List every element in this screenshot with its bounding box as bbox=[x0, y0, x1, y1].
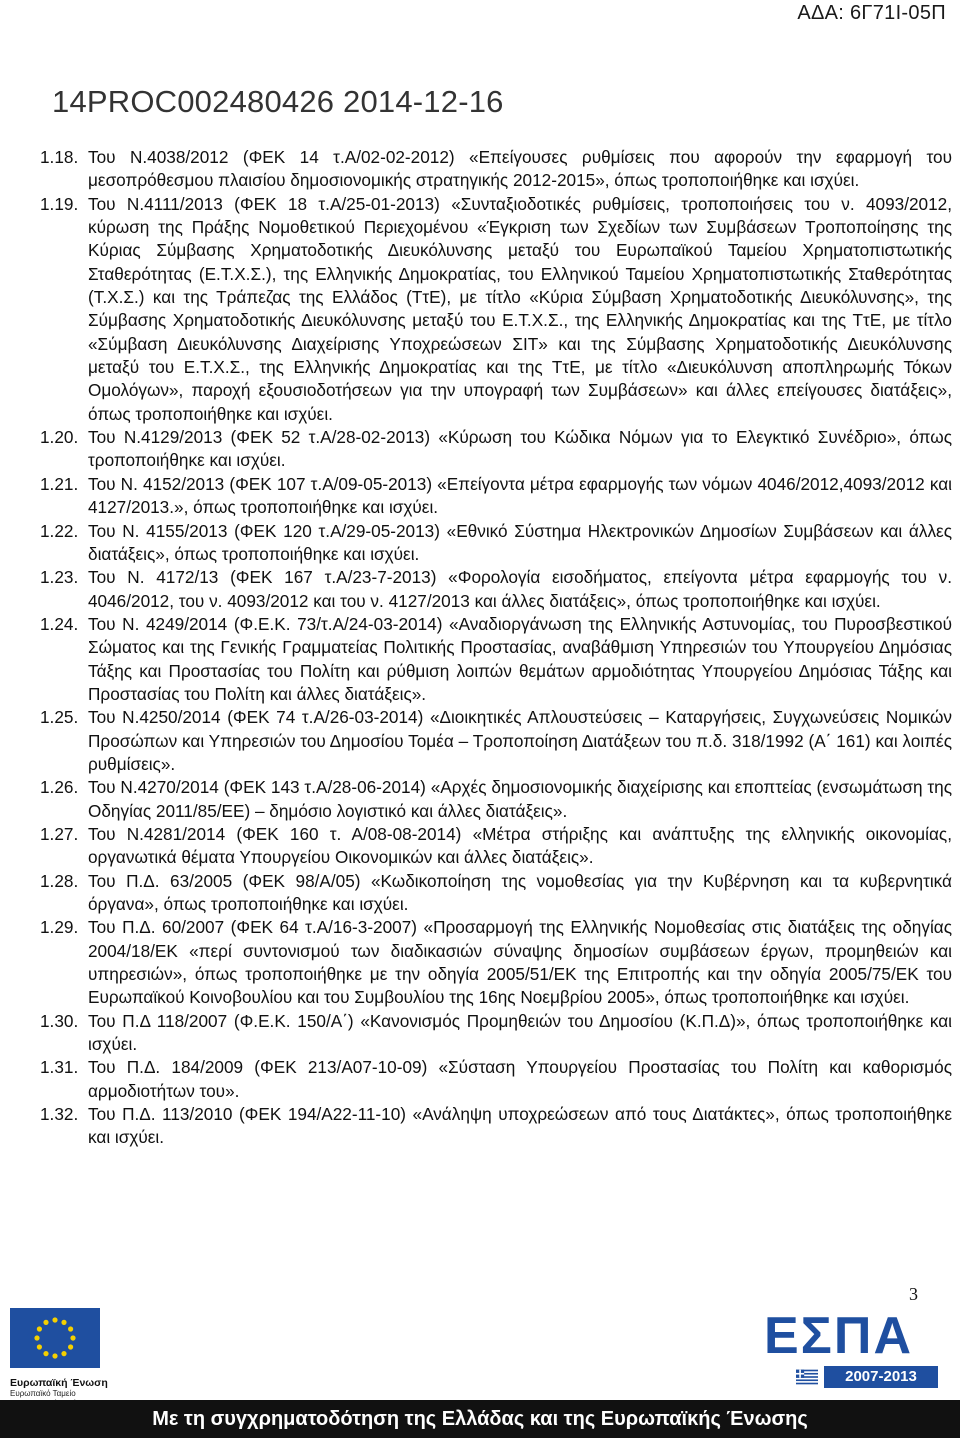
list-item bbox=[40, 1056, 952, 1103]
item-number: 1.26. bbox=[40, 777, 79, 798]
item-number: 1.21. bbox=[40, 473, 79, 494]
eu-logo bbox=[10, 1308, 108, 1408]
list-item bbox=[40, 706, 952, 776]
eu-star-icon bbox=[34, 1335, 39, 1340]
item-number: 1.20. bbox=[40, 427, 79, 448]
eu-star-icon bbox=[68, 1326, 73, 1331]
item-number: 1.18. bbox=[40, 147, 79, 167]
item-text: Του Π.Δ. 63/2005 (ΦΕΚ 98/Α/05) «Κωδικοποίηση της νομοθεσίας για την Κυβέρνηση και τα κυβερνητικά όργανα», όπως τροποποιήθηκε και ισχύει. bbox=[88, 870, 952, 914]
item-text: Του Ν. 4155/2013 (ΦΕΚ 120 τ.Α/29-05-2013) «Εθνικό Σύστημα Ηλεκτρονικών Δημοσίων Συμβάσεων και άλλες διατάξεις», όπως τροποποιήθηκε και ισχύει. bbox=[88, 520, 952, 564]
item-text: Του Π.Δ. 184/2009 (ΦΕΚ 213/Α07-10-09) «Σύσταση Υπουργείου Προστασίας του Πολίτη και καθορισμός αρμοδιοτήτων του». bbox=[88, 1057, 952, 1101]
eu-star-icon bbox=[37, 1344, 42, 1349]
eu-star-icon bbox=[68, 1344, 73, 1349]
espa-wordmark: ΕΣΠΑ bbox=[764, 1307, 913, 1365]
list-item bbox=[40, 473, 952, 520]
greek-flag-icon bbox=[796, 1368, 818, 1386]
item-number: 1.19. bbox=[40, 193, 79, 214]
eu-star-icon bbox=[43, 1320, 48, 1325]
item-text: Του Ν.4111/2013 (ΦΕΚ 18 τ.Α/25-01-2013) «Συνταξιοδοτικές ρυθμίσεις, τροποποιήσεις του ν. 4093/2012, κύρωση της Πράξης Νομοθετικού Περιεχομένου «Έγκριση των Σχεδίων των Συμβάσεων Τροποποίησης της Κύριας Σύμβασης Χρηματοδοτικής Διευκόλυνσης μεταξύ του Ευρωπαϊκού Ταμείου Χρηματοπιστωτικής Σταθερότητας (Ε.Τ.Χ.Σ.), της Ελληνικής Δημοκρατίας, του Ελληνικού Ταμείου Χρηματοπιστωτικής Σταθερότητας (Τ.Χ.Σ.) και της Τράπεζας της Ελλάδος (ΤτΕ), με τίτλο «Κύρια Σύμβαση Χρηματοδοτικής Διευκόλυνσης», της Σύμβασης Χρηματοδοτικής Διευκόλυνσης μεταξύ του Ε.Τ.Χ.Σ., της Ελληνικής Δημοκρατίας και της ΤτΕ, με τίτλο «Σύμβαση Διευκόλυνσης Διαχείρισης Υποχρεώσεων ΣΙΤ» και της Σύμβασης Χρηματοδοτικής Διευκόλυνσης μεταξύ του Ε.Τ.Χ.Σ., της Ελληνικής Δημοκρατίας και της ΤτΕ, με τίτλο «Διευκόλυνση αποπληρωμής Τόκων Ομολόγων», παροχή εξουσιοδοτήσεων για την υπογραφή των Συμβάσεων» και άλλες επείγουσες διατάξεις», όπως τροποποιήθηκε και ισχύει. bbox=[88, 193, 952, 424]
item-text: Του Ν. 4172/13 (ΦΕΚ 167 τ.Α/23-7-2013) «Φορολογία εισοδήματος, επείγοντα μέτρα εφαρμογής του ν. 4046/2012, του ν. 4093/2012 και του ν. 4127/2013 και άλλες διατάξεις», όπως τροποποιήθηκε και ισχύει. bbox=[88, 567, 952, 611]
erdf-label-1: Ευρωπαϊκό Ταμείο bbox=[10, 1389, 76, 1398]
legal-list bbox=[40, 146, 952, 1150]
eu-star-icon bbox=[43, 1351, 48, 1356]
eu-star-icon bbox=[37, 1326, 42, 1331]
item-text: Του Ν. 4249/2014 (Φ.Ε.Κ. 73/τ.Α/24-03-2014) «Αναδιοργάνωση της Ελληνικής Αστυνομίας, του Πυροσβεστικού Σώματος και της Γενικής Γραμματείας Πολιτικής Προστασίας, αναβάθμιση Υπηρεσιών του Υπουργείου Δημόσιας Τάξης και Προστασίας του Πολίτη και ρύθμιση λοιπών θεμάτων αρμοδιότητας Υπουργείου Δημόσιας Τάξης και Προστασίας του Πολίτη και άλλες διατάξεις». bbox=[88, 613, 952, 704]
eu-star-icon bbox=[61, 1320, 66, 1325]
list-item bbox=[40, 566, 952, 613]
item-number: 1.24. bbox=[40, 613, 79, 634]
item-number: 1.22. bbox=[40, 520, 79, 541]
list-item bbox=[40, 916, 952, 1009]
eu-star-icon bbox=[61, 1351, 66, 1356]
eu-label: Ευρωπαϊκή Ένωση bbox=[10, 1377, 108, 1389]
espa-years: 2007-2013 bbox=[824, 1366, 938, 1388]
item-text: Του Ν. 4152/2013 (ΦΕΚ 107 τ.Α/09-05-2013) «Επείγοντα μέτρα εφαρμογής των νόμων 4046/2012,4093/2012 και 4127/2013.», όπως τροποποιήθηκε και ισχύει. bbox=[88, 473, 952, 518]
item-text: Του Ν.4038/2012 (ΦΕΚ 14 τ.Α/02-02-2012) «Επείγουσες ρυθμίσεις που αφορούν την εφαρμογή του μεσοπρόθεσμου πλαισίου δημοσιονομικής στρατηγικής 2012-2015», όπως τροποποιήθηκε και ισχύει. bbox=[88, 147, 952, 191]
item-number: 1.30. bbox=[40, 1010, 79, 1031]
item-text: Του Π.Δ. 113/2010 (ΦΕΚ 194/Α22-11-10) «Ανάληψη υποχρεώσεων από τους Διατάκτες», όπως τροποποιήθηκε και ισχύει. bbox=[88, 1104, 952, 1148]
cofunding-banner: Με τη συγχρηματοδότηση της Ελλάδας και της Ευρωπαϊκής Ένωσης bbox=[0, 1400, 960, 1438]
list-item bbox=[40, 870, 952, 917]
item-text: Του Ν.4250/2014 (ΦΕΚ 74 τ.Α/26-03-2014) «Διοικητικές Απλουστεύσεις – Καταργήσεις, Συγχωνεύσεις Νομικών Προσώπων και Υπηρεσιών του Δημοσίου Τομέα – Τροποποίηση Διατάξεων του π.δ. 318/1992 (Α΄ 161) και λοιπές ρυθμίσεις». bbox=[88, 707, 952, 774]
item-number: 1.29. bbox=[40, 917, 79, 938]
eu-star-icon bbox=[52, 1317, 57, 1322]
list-item bbox=[40, 1010, 952, 1057]
item-number: 1.28. bbox=[40, 870, 79, 891]
document-id: 14PROC002480426 2014-12-16 bbox=[52, 84, 504, 119]
list-item bbox=[40, 1103, 952, 1150]
list-item bbox=[40, 520, 952, 567]
list-item bbox=[40, 193, 952, 426]
list-item bbox=[40, 823, 952, 870]
page-number: 3 bbox=[909, 1284, 918, 1304]
list-item bbox=[40, 776, 952, 823]
espa-logo bbox=[750, 1306, 950, 1396]
item-number: 1.32. bbox=[40, 1104, 79, 1125]
item-text: Του Ν.4281/2014 (ΦΕΚ 160 τ. Α/08-08-2014) «Μέτρα στήριξης και ανάπτυξης της ελληνικής οικονομίας, οργανωτικά θέματα Υπουργείου Οικονομικών και άλλες διατάξεις». bbox=[88, 823, 952, 868]
item-number: 1.23. bbox=[40, 567, 79, 588]
item-number: 1.31. bbox=[40, 1057, 79, 1078]
item-number: 1.25. bbox=[40, 707, 79, 728]
list-item bbox=[40, 613, 952, 706]
eu-star-icon bbox=[52, 1353, 57, 1358]
list-item bbox=[40, 146, 952, 193]
list-item bbox=[40, 426, 952, 473]
item-text: Του Π.Δ 118/2007 (Φ.Ε.Κ. 150/Α΄) «Κανονισμός Προμηθειών του Δημοσίου (Κ.Π.Δ)», όπως τροποποιήθηκε και ισχύει. bbox=[88, 1010, 952, 1055]
footer bbox=[0, 1298, 960, 1440]
item-text: Του Ν.4270/2014 (ΦΕΚ 143 τ.Α/28-06-2014) «Αρχές δημοσιονομικής διαχείρισης και εποπτείας (ενσωμάτωση της Οδηγίας 2011/85/ΕΕ) – δημόσιο λογιστικό και άλλες διατάξεις». bbox=[88, 777, 952, 821]
item-number: 1.27. bbox=[40, 823, 79, 844]
ada-header: ΑΔΑ: 6Γ71Ι-05Π bbox=[797, 2, 946, 24]
item-text: Του Π.Δ. 60/2007 (ΦΕΚ 64 τ.Α/16-3-2007) «Προσαρμογή της Ελληνικής Νομοθεσίας στις διατάξεις της οδηγίας 2004/18/ΕΚ «περί συντονισμού των διαδικασιών σύναψης δημοσίων συμβάσεων έργων, προμηθειών και υπηρεσιών», όπως τροποποιήθηκε με την οδηγία 2005/51/ΕΚ της Επιτροπής και την οδηγία 2005/75/ΕΚ του Ευρωπαϊκού Κοινοβουλίου και του Συμβουλίου της 16ης Νοεμβρίου 2005», όπως τροποποιήθηκε και ισχύει. bbox=[88, 917, 952, 1008]
eu-flag-icon bbox=[10, 1308, 100, 1368]
eu-star-icon bbox=[70, 1335, 75, 1340]
item-text: Του Ν.4129/2013 (ΦΕΚ 52 τ.Α/28-02-2013) «Κύρωση του Κώδικα Νόμων για το Ελεγκτικό Συνέδριο», όπως τροποποιήθηκε και ισχύει. bbox=[88, 427, 952, 471]
